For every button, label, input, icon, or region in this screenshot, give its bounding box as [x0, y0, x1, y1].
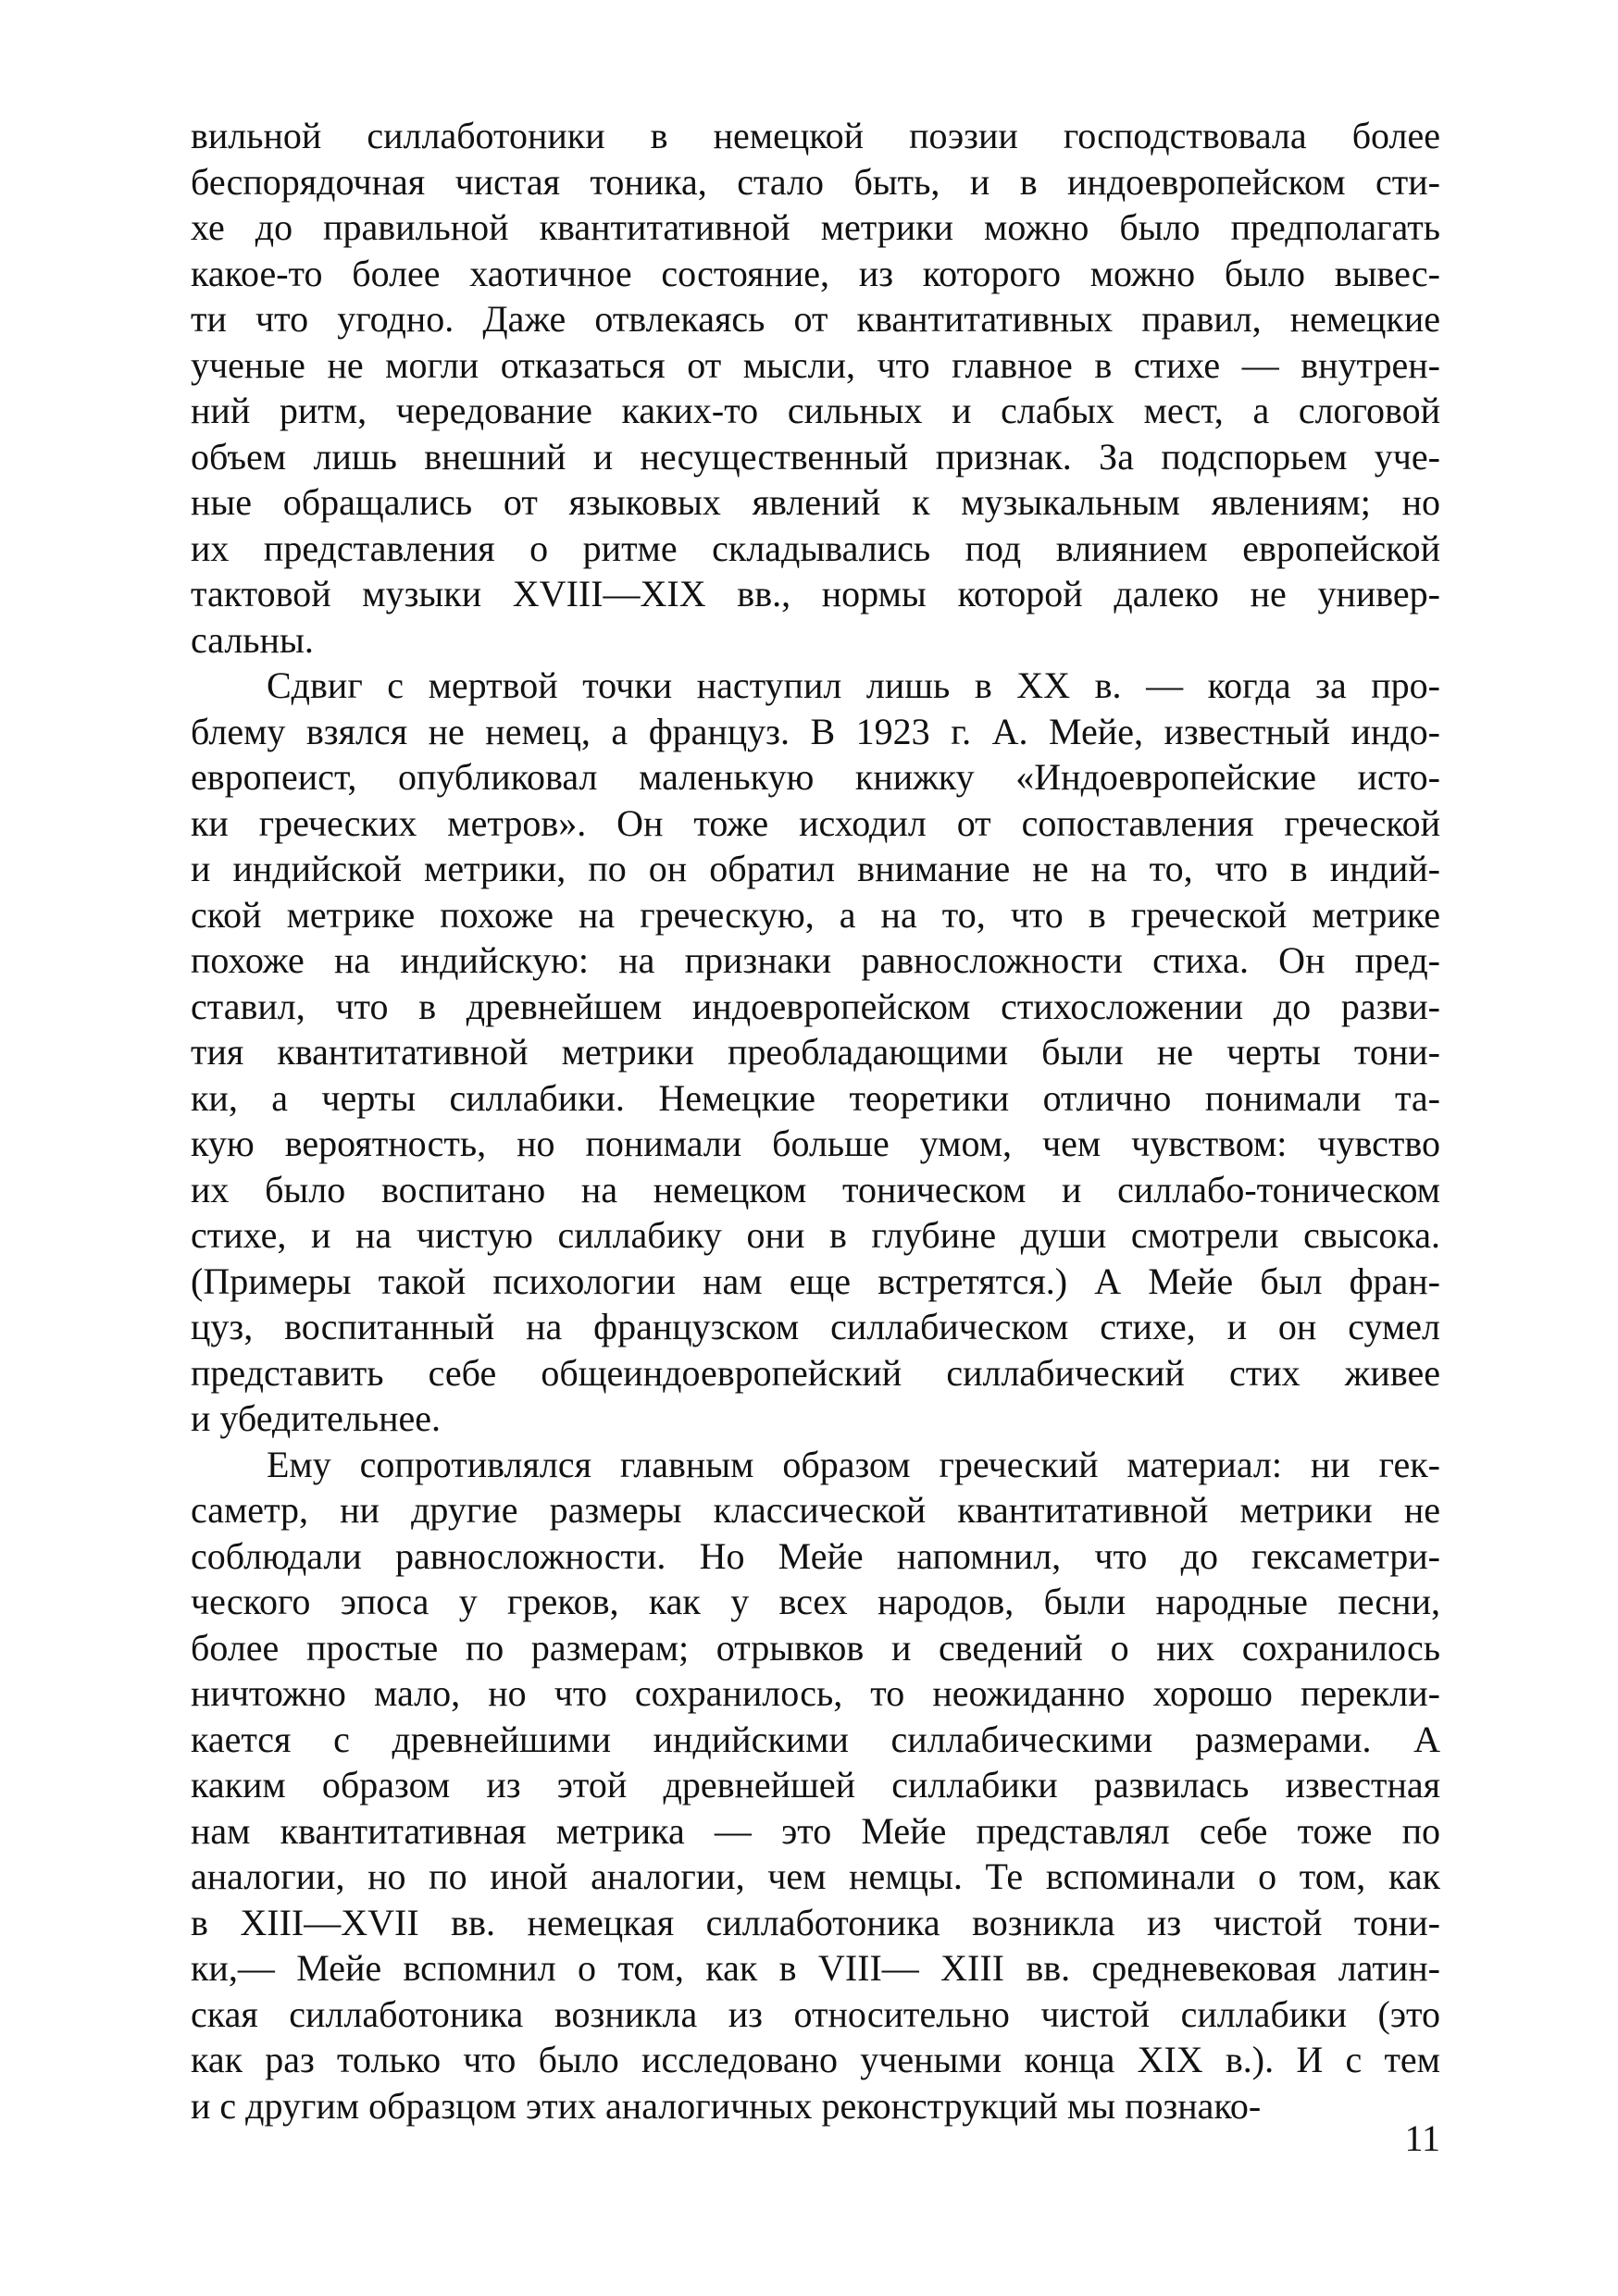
text-line: вильной силлаботоники в немецкой поэзии господствовала более: [191, 115, 1440, 156]
text-line: ческого эпоса у греков, как у всех народов, были народные песни,: [191, 1581, 1440, 1622]
text-line: как раз только что было исследовано учеными конца XIX в.). И с тем: [191, 2039, 1440, 2080]
page-number: 11: [1404, 2117, 1440, 2159]
text-line: нам квантитативная метрика — это Мейе представлял себе тоже по: [191, 1809, 1440, 1852]
text-line: кую вероятность, но понимали больше умом, чем чувством: чувство: [191, 1123, 1440, 1164]
text-line: блему взялся не немец, а француз. В 1923 г. А. Мейе, известный индо-: [191, 710, 1440, 752]
text-line: в XIII—XVII вв. немецкая силлаботоника возникла из чистой тони-: [191, 1901, 1440, 1943]
text-line: более простые по размерам; отрывков и сведений о них сохранилось: [191, 1626, 1440, 1669]
text-line: объем лишь внешний и несущественный признак. За подспорьем уче-: [191, 435, 1440, 478]
text-line: Сдвиг с мертвой точки наступил лишь в XX в. — когда за про-: [267, 664, 1440, 706]
text-line: ки греческих метров». Он тоже исходил от сопоставления греческой: [191, 801, 1440, 844]
text-line: похоже на индийскую: на признаки равносложности стиха. Он пред-: [191, 939, 1440, 981]
text-line: и индийской метрики, по он обратил внимание не на то, что в индий-: [191, 848, 1440, 889]
text-line: Ему сопротивлялся главным образом греческий материал: ни гек-: [267, 1443, 1440, 1485]
text-line: соблюдали равносложности. Но Мейе напомнил, что до гексаметри-: [191, 1534, 1440, 1577]
text-line: стихе, и на чистую силлабику они в глубине души смотрели свысока.: [191, 1214, 1440, 1256]
text-line: тия квантитативной метрики преобладающими были не черты тони-: [191, 1031, 1440, 1073]
paragraph: [191, 1442, 1440, 2129]
text-line: ные обращались от языковых явлений к музыкальным явлениям; но: [191, 481, 1440, 523]
text-line: ки,— Мейе вспомнил о том, как в VIII— XIII вв. средневековая латин-: [191, 1947, 1440, 1989]
text-line: их было воспитано на немецком тоническом и силлабо-тоническом: [191, 1168, 1440, 1210]
text-line: беспорядочная чистая тоника, стало быть, и в индоевропейском сти-: [191, 160, 1440, 203]
text-line: цуз, воспитанный на французском силлабическом стихе, и он сумел: [191, 1306, 1440, 1347]
text-line: ская силлаботоника возникла из относительно чистой силлабики (это: [191, 1992, 1440, 2035]
text-line: саметр, ни другие размеры классической квантитативной метрики не: [191, 1489, 1440, 1531]
body-text: [191, 113, 1440, 2128]
text-line: ти что угодно. Даже отвлекаясь от квантитативных правил, немецкие: [191, 298, 1440, 340]
text-line: какое-то более хаотичное состояние, из которого можно было вывес-: [191, 252, 1440, 294]
text-line: (Примеры такой психологии нам еще встретятся.) А Мейе был фран-: [191, 1260, 1440, 1302]
paragraph: [191, 663, 1440, 1442]
text-line: и убедительнее.: [191, 1397, 442, 1439]
text-line: ничтожно мало, но что сохранилось, то неожиданно хорошо перекли-: [191, 1672, 1440, 1714]
text-line: аналогии, но по иной аналогии, чем немцы. Те вспоминали о том, как: [191, 1855, 1440, 1897]
text-line: ской метрике похоже на греческую, а на то, что в греческой метрике: [191, 893, 1440, 936]
text-line: сальны.: [191, 618, 314, 661]
paragraph: [191, 113, 1440, 663]
text-line: каким образом из этой древнейшей силлабики развилась известная: [191, 1764, 1440, 1806]
text-line: европеист, опубликовал маленькую книжку «Индоевропейские исто-: [191, 756, 1440, 798]
text-line: ки, а черты силлабики. Немецкие теоретики отлично понимали та-: [191, 1076, 1440, 1119]
text-line: кается с древнейшими индийскими силлабическими размерами. А: [191, 1718, 1440, 1760]
text-line: ученые не могли отказаться от мысли, что главное в стихе — внутрен-: [191, 343, 1440, 386]
text-line: тактовой музыки XVIII—XIX вв., нормы которой далеко не универ-: [191, 573, 1440, 614]
text-line: их представления о ритме складывались под влиянием европейской: [191, 527, 1440, 569]
text-line: хе до правильной квантитативной метрики можно было предполагать: [191, 206, 1440, 248]
text-line: и с другим образцом этих аналогичных реконструкций мы познако-: [191, 2084, 1262, 2127]
text-line: ний ритм, чередование каких-то сильных и слабых мест, а слоговой: [191, 390, 1440, 431]
text-line: ставил, что в древнейшем индоевропейском стихосложении до разви-: [191, 985, 1440, 1027]
text-line: представить себе общеиндоевропейский силлабический стих живее: [191, 1351, 1440, 1394]
